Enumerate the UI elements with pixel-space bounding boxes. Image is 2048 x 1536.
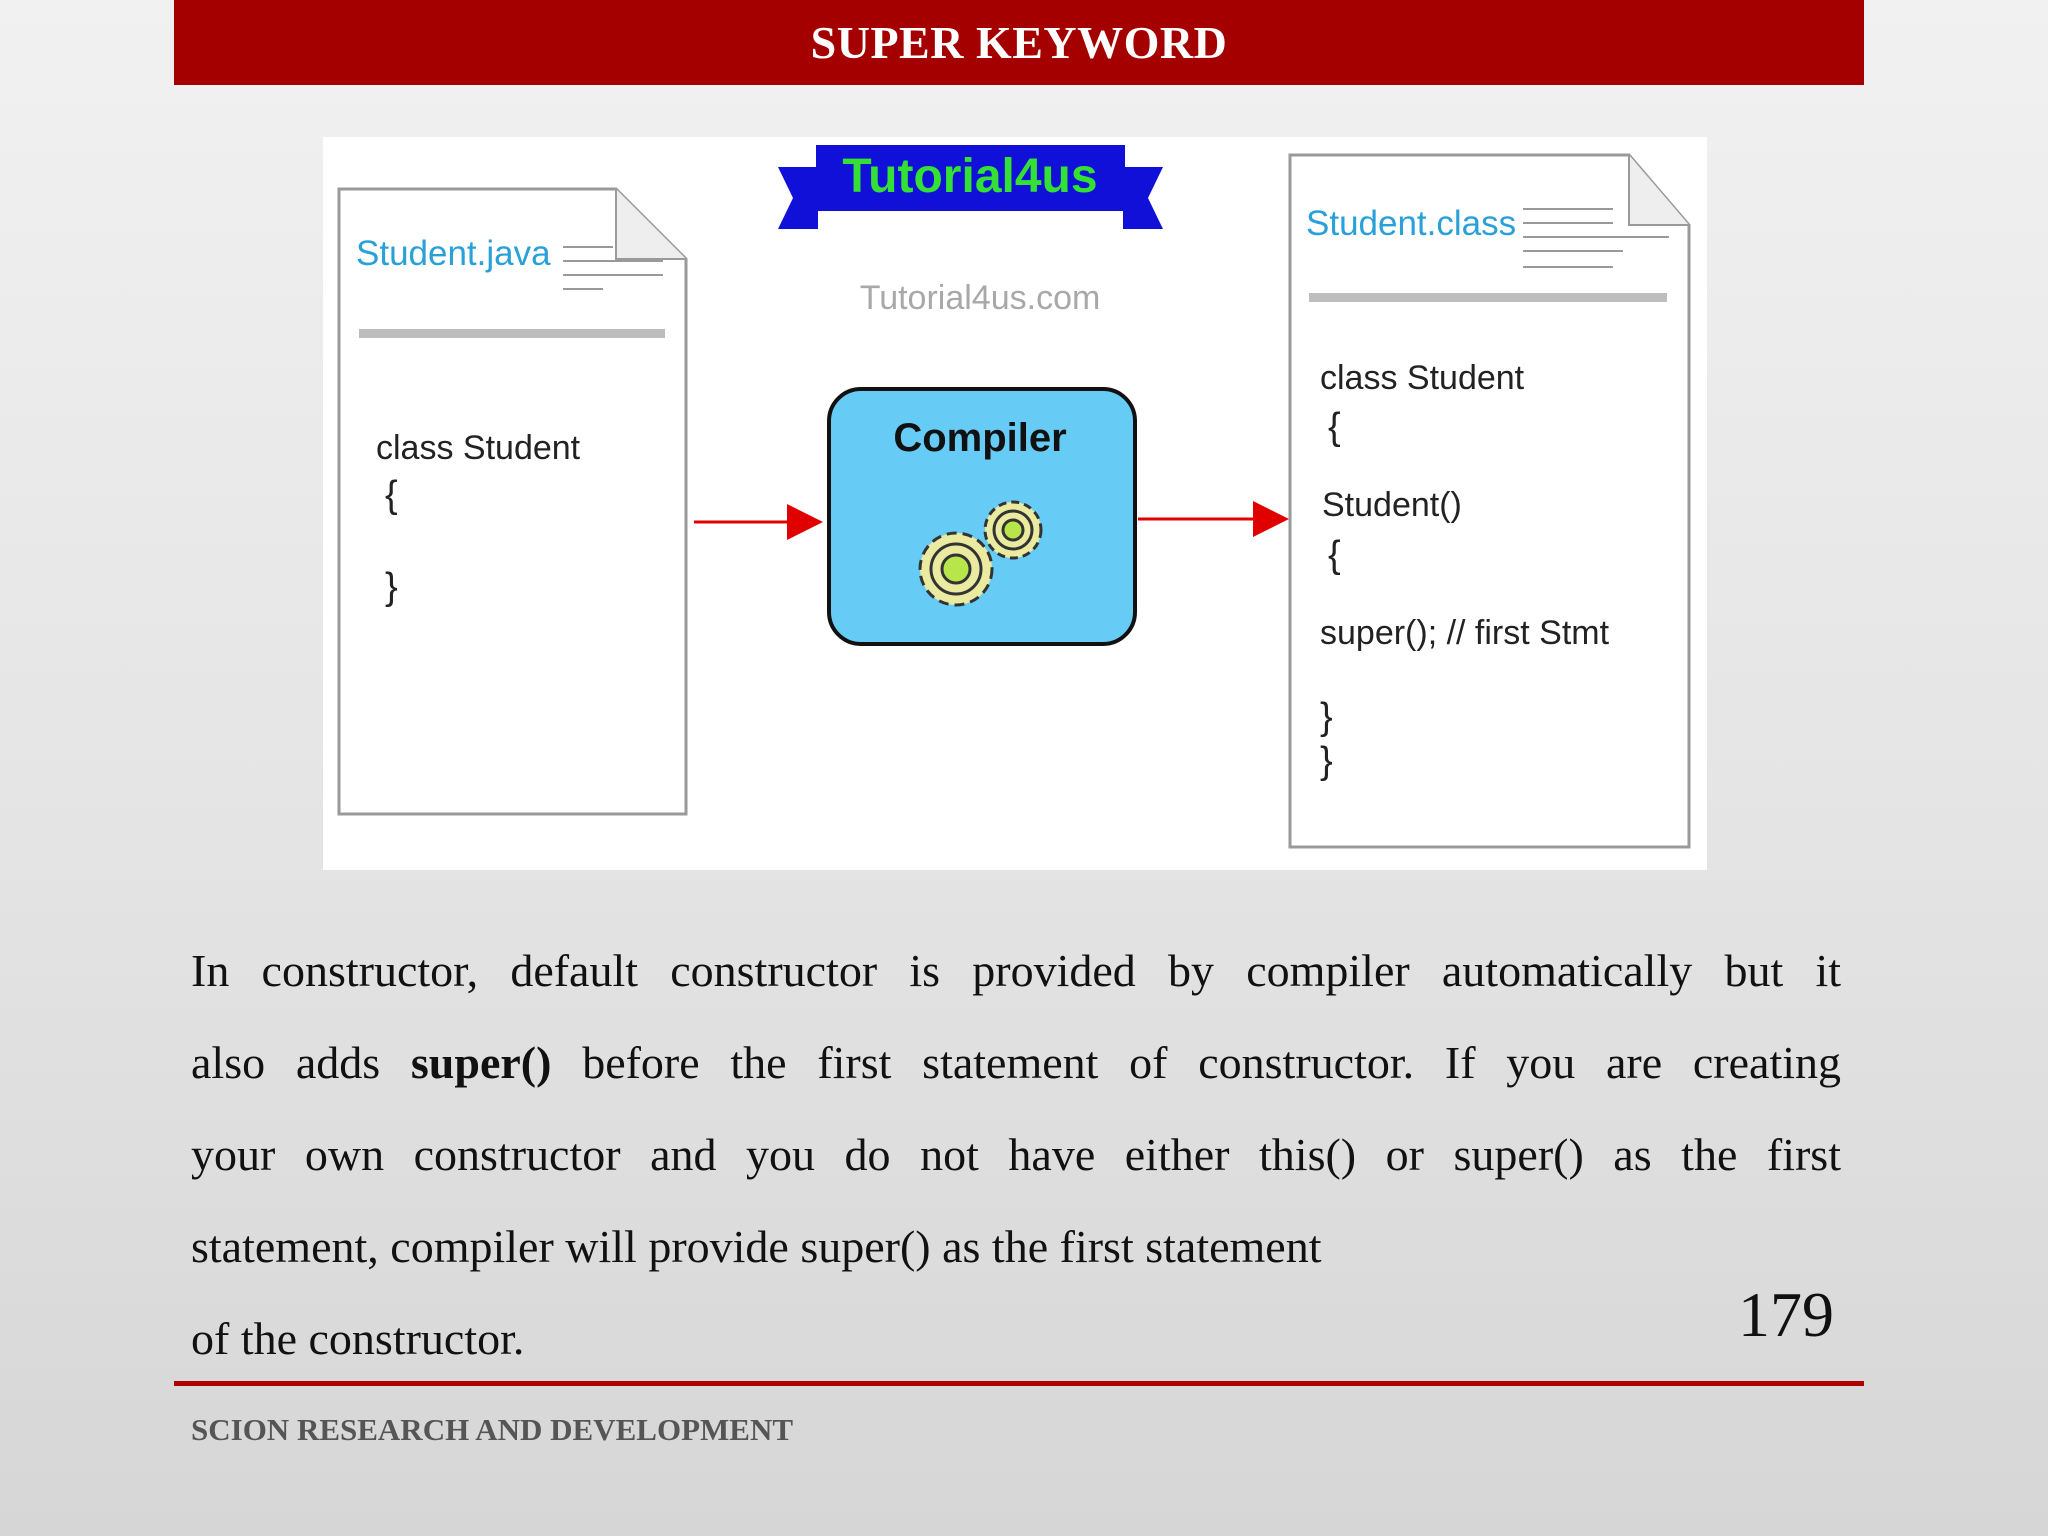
class-code-line: { bbox=[1328, 406, 1341, 448]
body-text-segment: also adds bbox=[191, 1037, 411, 1088]
footer-divider bbox=[174, 1381, 1864, 1386]
class-divider bbox=[1309, 293, 1667, 302]
body-line: In constructor, default constructor is provided by compiler automatically but it bbox=[191, 945, 1841, 996]
class-code-line: } bbox=[1320, 740, 1333, 782]
body-line: your own constructor and you do not have either this() or super() as the first bbox=[191, 1129, 1841, 1180]
source-filename: Student.java bbox=[356, 234, 551, 273]
class-code-line: super(); // first Stmt bbox=[1320, 614, 1610, 652]
source-code-line: } bbox=[385, 566, 398, 608]
tutorial4us-banner bbox=[778, 145, 1163, 229]
gear-icon bbox=[920, 533, 992, 605]
class-filename: Student.class bbox=[1306, 204, 1517, 243]
compiler-box bbox=[829, 389, 1135, 644]
body-text-segment: before the first statement of constructor. If you are creating bbox=[551, 1037, 1842, 1088]
footer-organization: SCION RESEARCH AND DEVELOPMENT bbox=[191, 1412, 794, 1447]
diagram-svg bbox=[323, 137, 1707, 870]
body-line: statement, compiler will provide super() as the first statement bbox=[191, 1221, 1322, 1272]
source-code-line: class Student bbox=[376, 429, 581, 467]
class-code-line: } bbox=[1320, 696, 1333, 738]
source-divider bbox=[359, 329, 665, 338]
class-code-line: { bbox=[1328, 534, 1341, 576]
banner-label: Tutorial4us bbox=[842, 150, 1098, 203]
site-watermark: Tutorial4us.com bbox=[859, 279, 1101, 317]
gear-icon bbox=[985, 502, 1041, 558]
compiler-label: Compiler bbox=[893, 416, 1067, 460]
source-file-document bbox=[339, 189, 686, 814]
body-paragraph bbox=[191, 925, 1841, 1385]
class-file-document bbox=[1290, 155, 1689, 847]
compile-diagram bbox=[323, 137, 1707, 870]
title-bar bbox=[174, 0, 1864, 85]
page-number: 179 bbox=[1738, 1279, 1834, 1350]
source-code-line: { bbox=[385, 474, 398, 516]
super-keyword-emphasis: super() bbox=[410, 1037, 552, 1088]
body-line bbox=[191, 1017, 1841, 1109]
slide-title: SUPER KEYWORD bbox=[810, 17, 1228, 68]
class-code-line: class Student bbox=[1320, 359, 1525, 397]
body-line: of the constructor. bbox=[191, 1313, 525, 1364]
class-code-line: Student() bbox=[1322, 486, 1462, 524]
